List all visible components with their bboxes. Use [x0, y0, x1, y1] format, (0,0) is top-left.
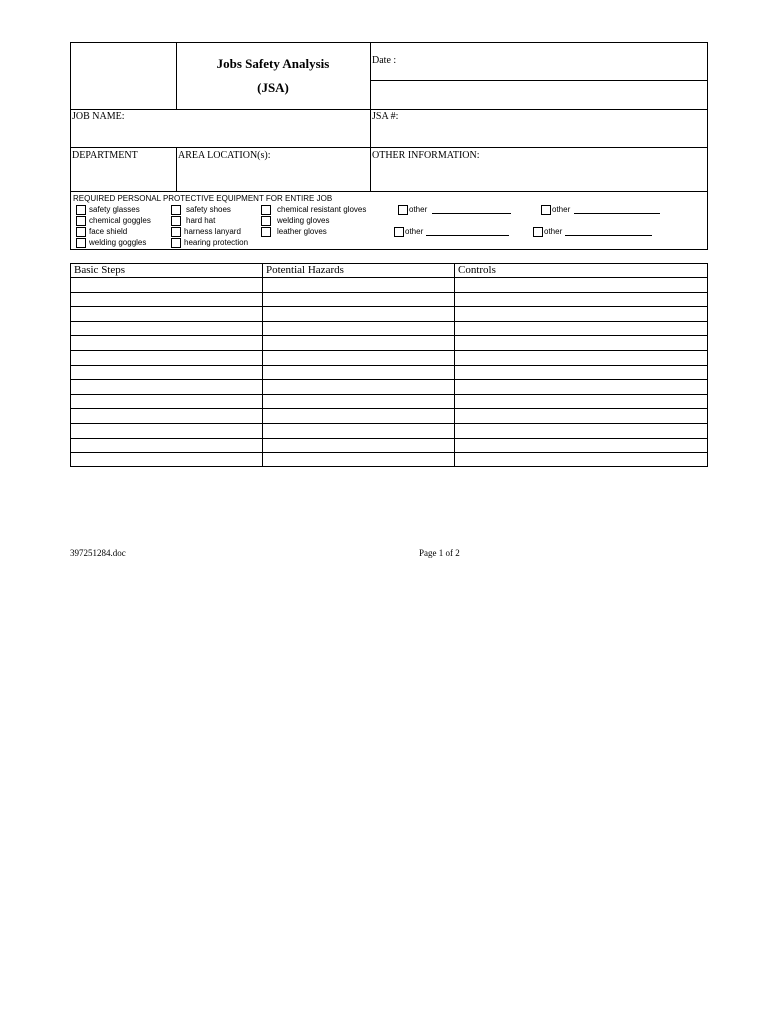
- table-row: [70, 438, 708, 439]
- checkbox[interactable]: [171, 216, 181, 226]
- area-location-label: AREA LOCATION(s):: [178, 150, 271, 161]
- table-row: [70, 452, 708, 453]
- other-label: other: [405, 227, 424, 236]
- other-input-line[interactable]: [565, 235, 652, 236]
- ppe-label: hard hat: [186, 216, 216, 225]
- footer-filename: 397251284.doc: [70, 548, 126, 558]
- table-row: [70, 379, 708, 380]
- ppe-heading: REQUIRED PERSONAL PROTECTIVE EQUIPMENT FOR ENTIRE JOB: [73, 194, 333, 203]
- column-header-basic-steps: Basic Steps: [74, 264, 126, 276]
- checkbox[interactable]: [171, 227, 181, 237]
- other-label: other: [409, 205, 428, 214]
- table-row: [70, 394, 708, 395]
- table-row: [70, 306, 708, 307]
- other-input-line[interactable]: [432, 213, 511, 214]
- ppe-label: safety glasses: [89, 205, 140, 214]
- form-title: Jobs Safety Analysis: [216, 56, 330, 71]
- checkbox[interactable]: [171, 205, 181, 215]
- other-label: other: [544, 227, 563, 236]
- table-row: [70, 335, 708, 336]
- jsa-number-label: JSA #:: [372, 111, 399, 122]
- ppe-label: leather gloves: [277, 227, 327, 236]
- date-field-label: Date :: [372, 55, 397, 66]
- job-name-label: JOB NAME:: [72, 111, 125, 122]
- other-information-label: OTHER INFORMATION:: [372, 150, 480, 161]
- column-header-controls: Controls: [458, 264, 496, 276]
- table-row: [70, 292, 708, 293]
- checkbox[interactable]: [76, 238, 86, 248]
- other-input-line[interactable]: [574, 213, 660, 214]
- divider: [70, 147, 708, 148]
- table-row: [70, 423, 708, 424]
- checkbox[interactable]: [76, 216, 86, 226]
- checkbox[interactable]: [261, 216, 271, 226]
- other-input-line[interactable]: [426, 235, 509, 236]
- jsa-header-form: [70, 42, 708, 250]
- ppe-label: chemical resistant gloves: [277, 205, 367, 214]
- checkbox[interactable]: [394, 227, 404, 237]
- ppe-label: face shield: [89, 227, 128, 236]
- other-label: other: [552, 205, 571, 214]
- checkbox[interactable]: [541, 205, 551, 215]
- jsa-number-field[interactable]: [372, 122, 706, 146]
- checkbox[interactable]: [261, 227, 271, 237]
- ppe-label: chemical goggles: [89, 216, 151, 225]
- divider: [176, 147, 177, 191]
- checkbox[interactable]: [76, 227, 86, 237]
- ppe-label: welding goggles: [89, 238, 147, 247]
- divider: [176, 42, 177, 109]
- table-row: [70, 321, 708, 322]
- department-label: DEPARTMENT: [72, 150, 138, 161]
- table-row: [70, 365, 708, 366]
- job-name-field[interactable]: [72, 122, 368, 146]
- checkbox[interactable]: [76, 205, 86, 215]
- divider: [370, 42, 371, 191]
- checkbox[interactable]: [171, 238, 181, 248]
- divider: [370, 80, 708, 81]
- ppe-label: hearing protection: [184, 238, 249, 247]
- ppe-label: welding gloves: [277, 216, 330, 225]
- date-value-cell[interactable]: [372, 82, 706, 108]
- ppe-label: harness lanyard: [184, 227, 241, 236]
- checkbox[interactable]: [261, 205, 271, 215]
- divider: [70, 191, 708, 192]
- divider: [70, 109, 708, 110]
- footer-page-number: Page 1 of 2: [419, 548, 460, 558]
- column-header-potential-hazards: Potential Hazards: [266, 264, 344, 276]
- ppe-label: safety shoes: [186, 205, 231, 214]
- checkbox[interactable]: [398, 205, 408, 215]
- checkbox[interactable]: [533, 227, 543, 237]
- table-row: [70, 277, 708, 278]
- table-row: [70, 350, 708, 351]
- table-row: [70, 408, 708, 409]
- form-subtitle: (JSA): [257, 80, 289, 95]
